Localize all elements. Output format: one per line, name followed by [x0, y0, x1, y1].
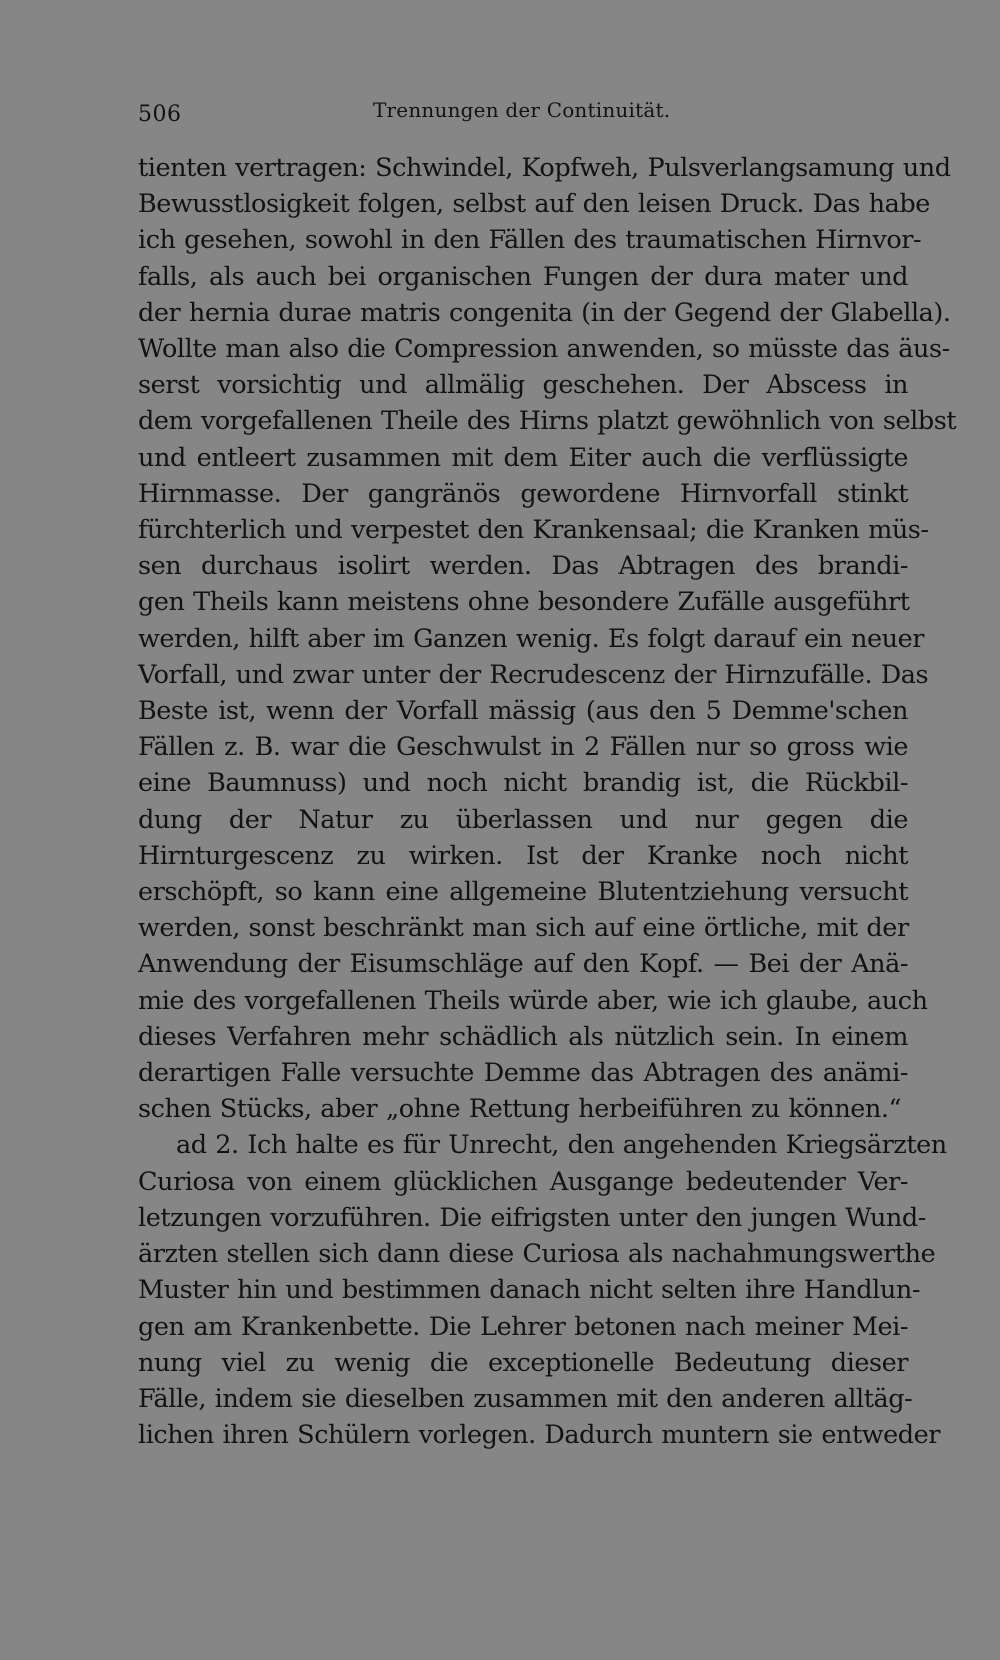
text-line: Muster hin und bestimmen danach nicht selten ihre Handlun- — [138, 1275, 920, 1306]
text-line: der hernia durae matris congenita (in der Gegend der Glabella). — [138, 297, 951, 328]
text-line: sen durchaus isolirt werden. Das Abtragen des brandi- — [138, 551, 908, 582]
text-line: Hirnmasse. Der gangränös gewordene Hirnvorfall stinkt — [138, 478, 908, 509]
text-line: Hirnturgescenz zu wirken. Ist der Kranke noch nicht — [138, 840, 908, 871]
text-line: serst vorsichtig und allmälig geschehen. Der Abscess in — [138, 370, 908, 401]
text-line: erschöpft, so kann eine allgemeine Blutentziehung versucht — [138, 877, 908, 908]
running-title: Trennungen der Continuität. — [373, 98, 671, 122]
text-line: Curiosa von einem glücklichen Ausgange bedeutender Ver- — [138, 1166, 908, 1197]
text-line: fürchterlich und verpestet den Krankensaal; die Kranken müs- — [138, 515, 929, 546]
text-line: Wollte man also die Compression anwenden, so müsste das äus- — [138, 334, 950, 365]
text-line: letzungen vorzuführen. Die eifrigsten unter den jungen Wund- — [138, 1202, 926, 1233]
text-line: derartigen Falle versuchte Demme das Abtragen des anämi- — [138, 1058, 908, 1089]
text-line: eine Baumnuss) und noch nicht brandig ist, die Rückbil- — [138, 768, 908, 799]
text-line: Vorfall, und zwar unter der Recrudescenz der Hirnzufälle. Das — [138, 659, 929, 690]
text-line: gen Theils kann meistens ohne besondere Zufälle ausgeführt — [138, 587, 910, 618]
text-line: dieses Verfahren mehr schädlich als nützlich sein. In einem — [138, 1021, 908, 1052]
text-line: werden, hilft aber im Ganzen wenig. Es folgt darauf ein neuer — [138, 623, 924, 654]
text-line: lichen ihren Schülern vorlegen. Dadurch muntern sie entweder — [138, 1420, 941, 1451]
text-line: schen Stücks, aber „ohne Rettung herbeiführen zu können.“ — [138, 1094, 902, 1125]
text-line: nung viel zu wenig die exceptionelle Bedeutung dieser — [138, 1347, 908, 1378]
text-line: werden, sonst beschränkt man sich auf eine örtliche, mit der — [138, 913, 909, 944]
text-line: und entleert zusammen mit dem Eiter auch die verflüssigte — [138, 442, 908, 473]
page-header — [138, 92, 908, 132]
book-page — [138, 92, 957, 1453]
text-line: dem vorgefallenen Theile des Hirns platzt gewöhnlich von selbst — [138, 406, 957, 437]
text-line: gen am Krankenbette. Die Lehrer betonen nach meiner Mei- — [138, 1311, 908, 1342]
text-line: falls, als auch bei organischen Fungen der dura mater und — [138, 261, 908, 292]
text-line: tienten vertragen: Schwindel, Kopfweh, Pulsverlangsamung und — [138, 153, 951, 183]
paragraph-1 — [138, 150, 957, 1127]
body-text — [138, 150, 957, 1453]
text-line: Fälle, indem sie dieselben zusammen mit den anderen alltäg- — [138, 1383, 913, 1414]
text-line: mie des vorgefallenen Theils würde aber, wie ich glaube, auch — [138, 985, 928, 1016]
text-line: Bewusstlosigkeit folgen, selbst auf den leisen Druck. Das habe — [138, 189, 930, 220]
text-line: Fällen z. B. war die Geschwulst in 2 Fällen nur so gross wie — [138, 732, 908, 763]
text-line: ad 2. Ich halte es für Unrecht, den angehenden Kriegsärzten — [176, 1130, 947, 1161]
text-line: ärzten stellen sich dann diese Curiosa als nachahmungswerthe — [138, 1239, 936, 1270]
paragraph-2 — [138, 1127, 947, 1453]
text-line: dung der Natur zu überlassen und nur gegen die — [138, 804, 908, 835]
text-line: Beste ist, wenn der Vorfall mässig (aus den 5 Demme'schen — [138, 696, 908, 727]
text-line: Anwendung der Eisumschläge auf den Kopf. — Bei der Anä- — [138, 949, 908, 980]
text-line: ich gesehen, sowohl in den Fällen des traumatischen Hirnvor- — [138, 225, 922, 256]
page-number: 506 — [138, 102, 182, 127]
